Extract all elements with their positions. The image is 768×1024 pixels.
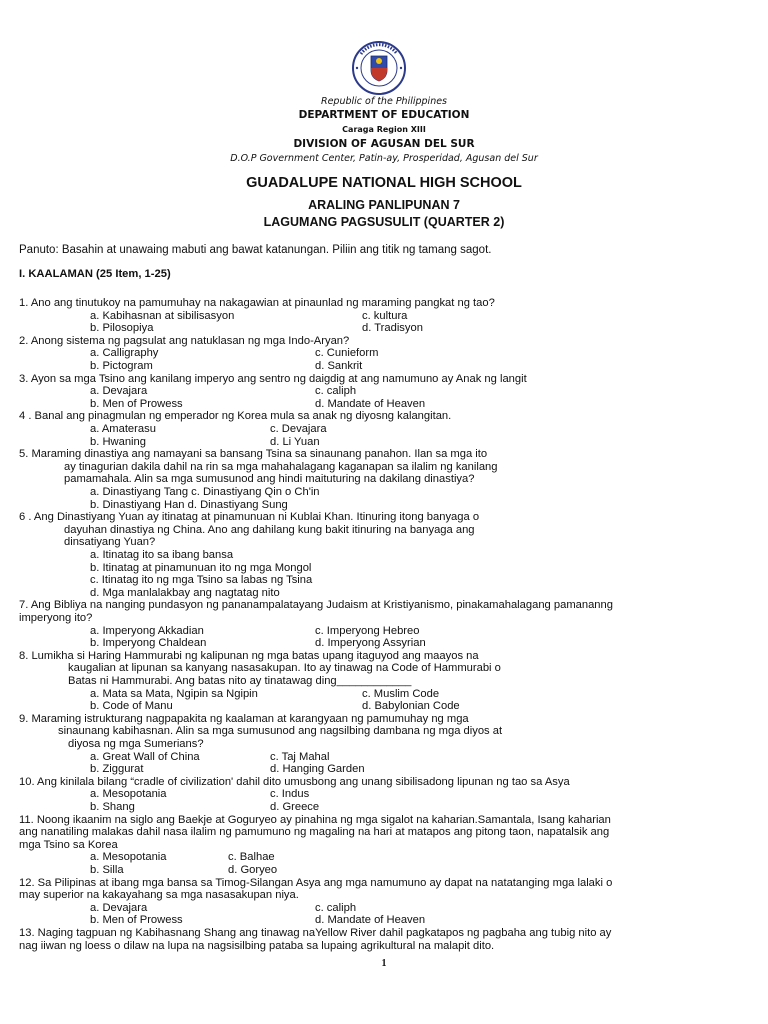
question-line: 12. Sa Pilipinas at ibang mga bansa sa Timog-Silangan Asya ang mga namumuno ay dapat na natatanging mga lalaki o — [19, 877, 613, 889]
question-line: a. Dinastiyang Tang c. Dinastiyang Qin o Ch'in — [90, 486, 320, 498]
subject-title: ARALING PANLIPUNAN 7 — [308, 198, 460, 212]
answer-choice: d. Babylonian Code — [362, 700, 460, 712]
question-line: 10. Ang kinilala bilang “cradle of civilization' dahil dito umusbong ang unang sibilisadong lipunan ng tao sa Asya — [19, 776, 570, 788]
question-line: b. Men of Prowess — [90, 914, 183, 926]
answer-choice: d. Mandate of Heaven — [315, 398, 426, 410]
answer-choice: c. Taj Mahal — [270, 751, 330, 763]
answer-choice: d. Sankrit — [315, 360, 363, 372]
question-line: pamamahala. Alin sa mga sumusunod ang hindi maituturing na dakilang dinastiya? — [64, 473, 475, 485]
answer-choice: c. Devajara — [270, 423, 327, 435]
division-text: DIVISION OF AGUSAN DEL SUR — [293, 138, 475, 150]
question-line: mga Tsino sa Korea — [19, 839, 118, 851]
answer-choice: d. Li Yuan — [270, 436, 320, 448]
answer-choice: c. caliph — [315, 385, 357, 397]
question-line: b. Men of Prowess — [90, 398, 183, 410]
question-line: 8. Lumikha si Haring Hammurabi ng kalipunan ng mga batas upang itaguyod ang maayos na — [19, 650, 479, 662]
question-line: ang nanatiling malakas dahil nasa ilalim ng pamumuno ng magaling na hari at matapos ang pitong taon, napatalsik ang — [19, 826, 610, 838]
question-line: 11. Noong ikaanim na siglo ang Baekje at Goguryeo ay pinahina ng mga sigalot na kaharian.Samantala, Isang kaharian — [19, 814, 611, 826]
question-line: b. Ziggurat — [90, 763, 144, 775]
question-line: d. Mga manlalakbay ang nagtatag nito — [90, 587, 280, 599]
question-line: imperyong ito? — [19, 612, 93, 624]
question-line: b. Shang — [90, 801, 135, 813]
question-line: b. Pilosopiya — [90, 322, 154, 334]
answer-choice: c. Imperyong Hebreo — [315, 625, 420, 637]
question-line: b. Pictogram — [90, 360, 153, 372]
question-line: a. Imperyong Akkadian — [90, 625, 204, 637]
question-line: 13. Naging tagpuan ng Kabihasnang Shang ang tinawag naYellow River dahil pagkatapos ng pagbaha ang tubig nito ay — [19, 927, 612, 939]
school-name: GUADALUPE NATIONAL HIGH SCHOOL — [246, 175, 522, 191]
question-line: dayuhan dinastiya ng China. Ano ang dahilang kung bakit itinuring na banyaga ang — [64, 524, 475, 536]
question-line: a. Calligraphy — [90, 347, 159, 359]
answer-choice: c. Balhae — [228, 851, 275, 863]
page-number: 1 — [381, 958, 387, 969]
answer-choice: c. caliph — [315, 902, 357, 914]
question-line: 4 . Banal ang pinagmulan ng emperador ng Korea mula sa anak ng diyosng kalangitan. — [19, 410, 452, 422]
answer-choice: c. Indus — [270, 788, 310, 800]
question-line: a. Itinatag ito sa ibang bansa — [90, 549, 234, 561]
region-text: Caraga Region XIII — [342, 125, 426, 134]
question-line: a. Great Wall of China — [90, 751, 200, 763]
question-line: b. Imperyong Chaldean — [90, 637, 207, 649]
question-line: kaugalian at lipunan sa kanyang nasasakupan. Ito ay tinawag na Code of Hammurabi o — [68, 662, 501, 674]
question-line: a. Kabihasnan at sibilisasyon — [90, 310, 235, 322]
answer-choice: c. kultura — [362, 310, 408, 322]
question-line: 3. Ayon sa mga Tsino ang kanilang imperyo ang sentro ng daigdig at ang namumuno ay Anak ng langit — [19, 373, 527, 385]
question-line: 2. Anong sistema ng pagsulat ang natuklasan ng mga Indo-Aryan? — [19, 335, 350, 347]
question-line: Batas ni Hammurabi. Ang batas nito ay tinatawag ding____________ — [68, 675, 412, 687]
question-line: 9. Maraming istrukturang nagpapakita ng kaalaman at karangyaan ng pamumuhay ng mga — [19, 713, 469, 725]
answer-choice: c. Cunieform — [315, 347, 379, 359]
question-line: b. Silla — [90, 864, 124, 876]
answer-choice: c. Muslim Code — [362, 688, 440, 700]
question-line: a. Mata sa Mata, Ngipin sa Ngipin — [90, 688, 258, 700]
question-line: 7. Ang Bibliya na nanging pundasyon ng pananampalatayang Judaism at Kristiyanismo, pinakamahalagang pamananng — [19, 599, 613, 611]
republic-text: Republic of the Philippines — [320, 96, 448, 107]
answer-choice: d. Goryeo — [228, 864, 278, 876]
question-line: a. Amaterasu — [90, 423, 156, 435]
question-line: b. Itinatag at pinamunuan ito ng mga Mongol — [90, 562, 312, 574]
answer-choice: d. Greece — [270, 801, 320, 813]
answer-choice: d. Mandate of Heaven — [315, 914, 426, 926]
deped-seal-logo — [339, 40, 419, 96]
question-line: a. Devajara — [90, 902, 148, 914]
question-line: b. Code of Manu — [90, 700, 173, 712]
question-line: ay tinagurian dakila dahil na rin sa mga mahahalagang kaganapan sa ilalim ng kanilang — [64, 461, 498, 473]
question-line: 6 . Ang Dinastiyang Yuan ay itinatag at pinamunuan ni Kublai Khan. Itinuring itong banyaga o — [19, 511, 480, 523]
question-line: a. Devajara — [90, 385, 148, 397]
question-line: 1. Ano ang tinutukoy na pamumuhay na nakagawian at pinaunlad ng maraming pangkat ng tao? — [19, 297, 495, 309]
question-line: 5. Maraming dinastiya ang namayani sa bansang Tsina sa sinaunang panahon. Ilan sa mga ito — [19, 448, 488, 460]
question-line: dinsatiyang Yuan? — [64, 536, 156, 548]
instructions: Panuto: Basahin at unawaing mabuti ang bawat katanungan. Piliin ang titik ng tamang sagot. — [19, 244, 492, 256]
question-line: nag iiwan ng loess o dilaw na lupa na nagsisilbing pataba sa lupaing agrikultural na malapit dito. — [19, 940, 495, 952]
question-line: a. Mesopotania — [90, 788, 167, 800]
question-line: b. Dinastiyang Han d. Dinastiyang Sung — [90, 499, 288, 511]
question-line: b. Hwaning — [90, 436, 146, 448]
department-text: DEPARTMENT OF EDUCATION — [298, 109, 470, 121]
section-title: I. KAALAMAN (25 Item, 1-25) — [19, 268, 171, 280]
question-line: may superior na kakayahang sa mga nasasakupan niya. — [19, 889, 299, 901]
question-line: c. Itinatag ito ng mga Tsino sa labas ng Tsina — [90, 574, 313, 586]
question-line: sinaunang kabihasnan. Alin sa mga sumusunod ang nagsilbing dambana ng mga diyos at — [58, 725, 503, 737]
address-text: D.O.P Government Center, Patin-ay, Prosperidad, Agusan del Sur — [230, 153, 538, 164]
question-line: a. Mesopotania — [90, 851, 167, 863]
answer-choice: d. Tradisyon — [362, 322, 423, 334]
question-line: diyosa ng mga Sumerians? — [68, 738, 204, 750]
exam-title: LAGUMANG PAGSUSULIT (QUARTER 2) — [263, 215, 505, 229]
answer-choice: d. Hanging Garden — [270, 763, 365, 775]
answer-choice: d. Imperyong Assyrian — [315, 637, 426, 649]
